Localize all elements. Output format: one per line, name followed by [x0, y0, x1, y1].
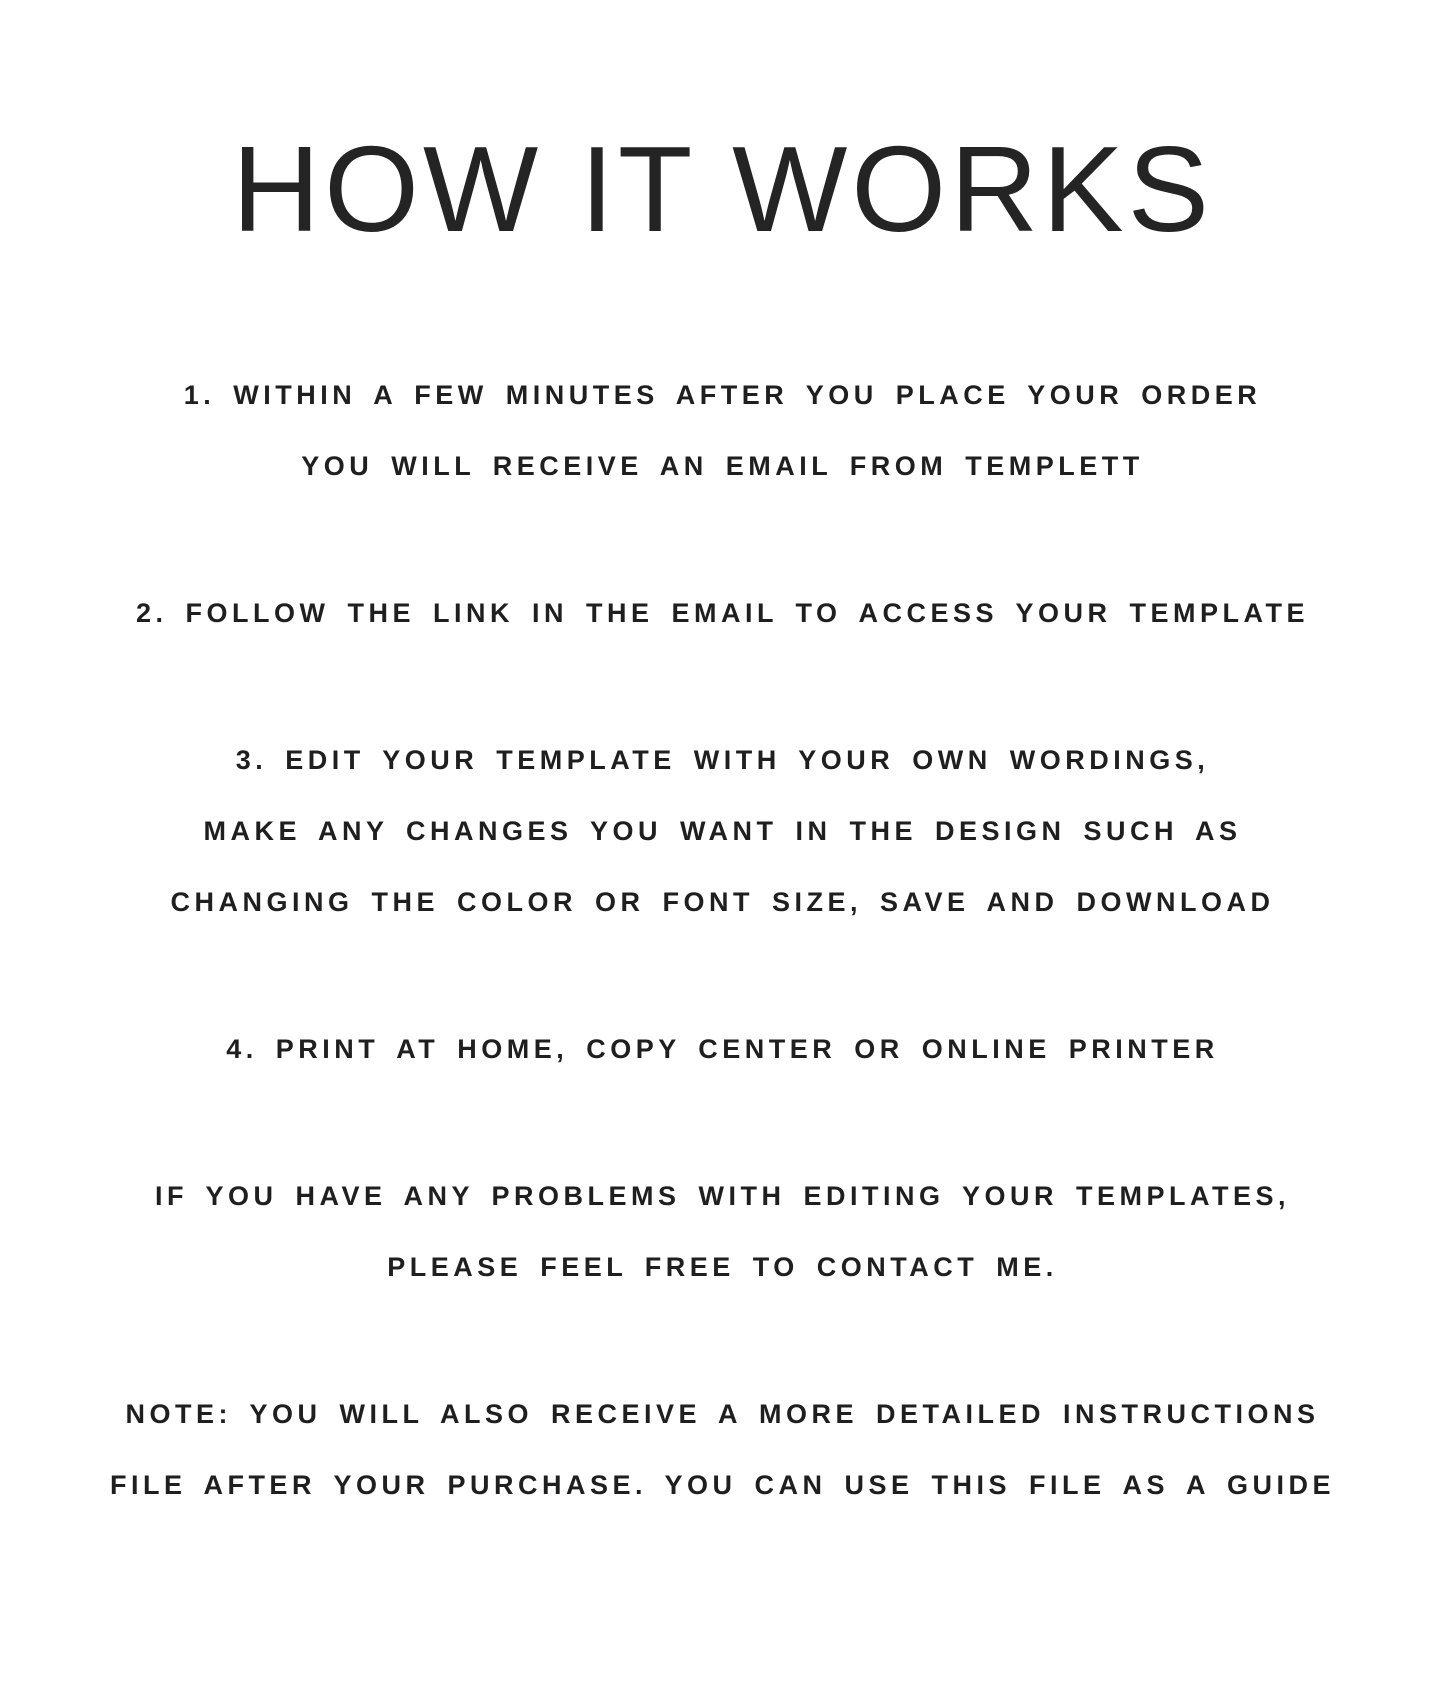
page-title: HOW IT WORKS	[231, 121, 1214, 257]
step-3-line-1: 3. EDIT YOUR TEMPLATE WITH YOUR OWN WORDINGS,	[235, 745, 1210, 775]
step-1	[40, 360, 1405, 502]
step-4-line-1: 4. PRINT AT HOME, COPY CENTER OR ONLINE PRINTER	[226, 1034, 1219, 1064]
note-line-1: NOTE: YOU WILL ALSO RECEIVE A MORE DETAILED INSTRUCTIONS	[125, 1399, 1320, 1429]
step-1-line-1: 1. WITHIN A FEW MINUTES AFTER YOU PLACE YOUR ORDER	[183, 380, 1262, 410]
contact-paragraph	[40, 1161, 1405, 1303]
contact-line-1: IF YOU HAVE ANY PROBLEMS WITH EDITING YOUR TEMPLATES,	[154, 1181, 1291, 1211]
contact-line-2: PLEASE FEEL FREE TO CONTACT ME.	[387, 1252, 1058, 1282]
step-2	[40, 578, 1405, 649]
step-4	[40, 1014, 1405, 1085]
note-line-2: FILE AFTER YOUR PURCHASE. YOU CAN USE THIS FILE AS A GUIDE	[109, 1470, 1336, 1500]
step-3-line-3: CHANGING THE COLOR OR FONT SIZE, SAVE AND DOWNLOAD	[170, 887, 1275, 917]
step-3	[40, 725, 1405, 938]
step-2-line-1: 2. FOLLOW THE LINK IN THE EMAIL TO ACCESS YOUR TEMPLATE	[135, 598, 1310, 628]
steps-list	[40, 360, 1405, 1521]
step-1-line-2: YOU WILL RECEIVE AN EMAIL FROM TEMPLETT	[301, 451, 1144, 481]
step-3-line-2: MAKE ANY CHANGES YOU WANT IN THE DESIGN SUCH AS	[203, 816, 1242, 846]
note-paragraph	[40, 1379, 1405, 1521]
